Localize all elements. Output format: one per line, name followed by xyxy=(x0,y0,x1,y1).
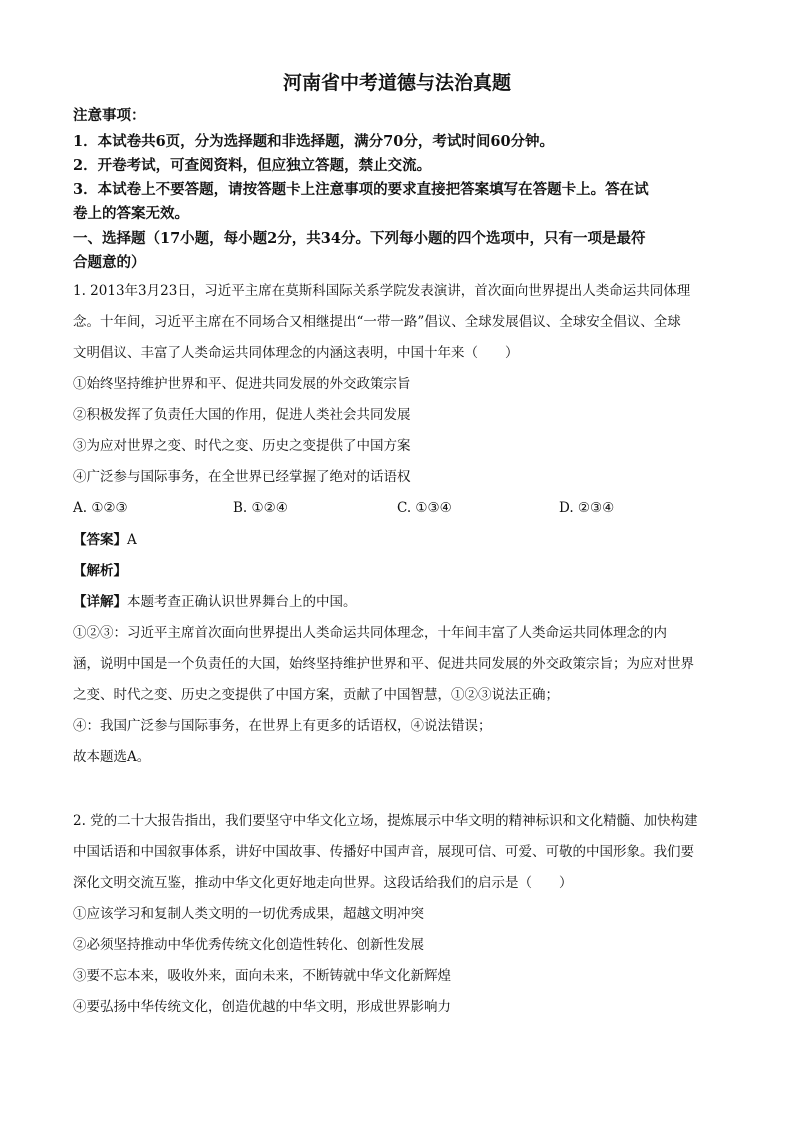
q1-analysis-tag xyxy=(73,561,127,581)
section-heading: 一、选择题（17小题，每小题2分，共34分。下列每小题的四个选项中，只有一项是最符 xyxy=(73,230,646,247)
q1-option-a: A. ①②③ xyxy=(73,500,128,516)
q2-stem: 2. 党的二十大报告指出，我们要坚守中华文化立场，提炼展示中华文明的精神标识和文化精髓、加快构建 xyxy=(73,813,698,829)
q1-statement: ③为应对世界之变、时代之变、历史之变提供了中国方案 xyxy=(73,438,411,454)
q1-explanation: 涵，说明中国是一个负责任的大国，始终坚持维护世界和平、促进共同发展的外交政策宗旨；为应对世界 xyxy=(73,656,694,672)
notice-item: 卷上的答案无效。 xyxy=(73,205,189,222)
q2-statement: ④要弘扬中华传统文化，创造优越的中华文明，形成世界影响力 xyxy=(73,999,451,1015)
notice-item: 2．开卷考试，可查阅资料，但应独立答题，禁止交流。 xyxy=(73,157,432,174)
q1-explanation: ①②③：习近平主席首次面向世界提出人类命运共同体理念，十年间丰富了人类命运共同体理念的内 xyxy=(73,625,667,641)
q1-option-c: C. ①③④ xyxy=(397,500,452,516)
q2-stem: 深化文明交流互鉴，推动中华文化更好地走向世界。这段话给我们的启示是（ ） xyxy=(73,875,573,891)
q1-option-d: D. ②③④ xyxy=(559,500,615,516)
q1-answer xyxy=(73,530,137,550)
q1-explanation: ④：我国广泛参与国际事务，在世界上有更多的话语权，④说法错误； xyxy=(73,718,492,734)
notice-heading: 注意事项： xyxy=(73,107,146,124)
q1-conclusion: 故本题选A。 xyxy=(73,749,151,765)
section-heading: 合题意的） xyxy=(73,254,146,271)
q1-statement: ④广泛参与国际事务，在全世界已经掌握了绝对的话语权 xyxy=(73,469,411,485)
q2-statement: ②必须坚持推动中华优秀传统文化创造性转化、创新性发展 xyxy=(73,937,424,953)
q1-stem: 文明倡议、丰富了人类命运共同体理念的内涵这表明，中国十年来（ ） xyxy=(73,345,519,361)
q1-statement: ①始终坚持维护世界和平、促进共同发展的外交政策宗旨 xyxy=(73,376,411,392)
q1-stem: 1. 2013年3月23日，习近平主席在莫斯科国际关系学院发表演讲，首次面向世界提出人类命运共同体理 xyxy=(73,283,691,299)
q1-stem: 念。十年间，习近平主席在不同场合又相继提出“一带一路”倡议、全球发展倡议、全球安全倡议、全球 xyxy=(73,314,681,330)
analysis-tag: 【解析】 xyxy=(73,563,127,579)
notice-item: 3．本试卷上不要答题，请按答题卡上注意事项的要求直接把答案填写在答题卡上。答在试 xyxy=(73,181,649,198)
q1-detail xyxy=(73,592,357,612)
notice-item: 1．本试卷共6页，分为选择题和非选择题，满分70分，考试时间60分钟。 xyxy=(73,133,555,150)
q1-statement: ②积极发挥了负责任大国的作用，促进人类社会共同发展 xyxy=(73,407,411,423)
q1-option-b: B. ①②④ xyxy=(233,500,288,516)
q1-explanation: 之变、时代之变、历史之变提供了中国方案，贡献了中国智慧，①②③说法正确； xyxy=(73,687,559,703)
q2-statement: ①应该学习和复制人类文明的一切优秀成果，超越文明冲突 xyxy=(73,906,424,922)
q2-stem: 中国话语和中国叙事体系，讲好中国故事、传播好中国声音，展现可信、可爱、可敬的中国形象。我们要 xyxy=(73,844,694,860)
page-title: 河南省中考道德与法治真题 xyxy=(282,72,511,94)
q2-statement: ③要不忘本来，吸收外来，面向未来，不断铸就中华文化新辉煌 xyxy=(73,968,451,984)
answer-tag: 【答案】 xyxy=(73,532,127,548)
answer-value: A xyxy=(127,532,137,548)
detail-text: 本题考查正确认识世界舞台上的中国。 xyxy=(127,594,357,610)
detail-tag: 【详解】 xyxy=(73,594,127,610)
